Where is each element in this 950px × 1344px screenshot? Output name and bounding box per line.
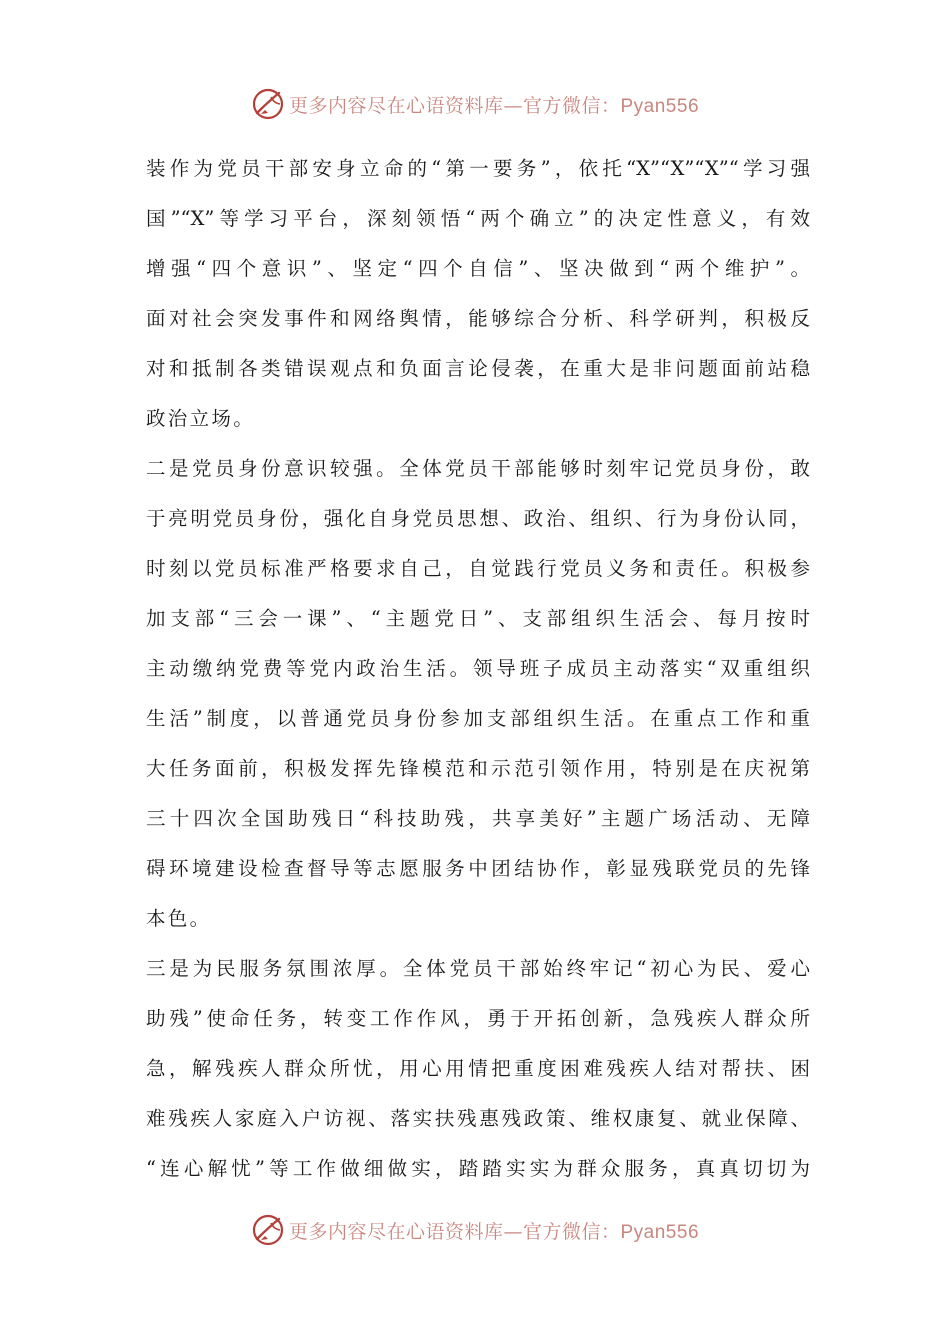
pen-logo-icon bbox=[251, 1213, 285, 1247]
text-line: 主动缴纳党费等党内政治生活。领导班子成员主动落实“双重组织 bbox=[146, 657, 810, 680]
text-line: 大任务面前，积极发挥先锋模范和示范引领作用，特别是在庆祝第 bbox=[146, 757, 810, 780]
text-line: 对和抵制各类错误观点和负面言论侵袭，在重大是非问题面前站稳 bbox=[146, 357, 810, 380]
text-line: 面对社会突发事件和网络舆情，能够综合分析、科学研判，积极反 bbox=[146, 307, 810, 330]
pen-logo-icon bbox=[251, 87, 285, 121]
text-line: 三十四次全国助残日“科技助残，共享美好”主题广场活动、无障 bbox=[146, 807, 810, 830]
text-line: 国”“X”等学习平台，深刻领悟“两个确立”的决定性意义，有效 bbox=[146, 207, 810, 230]
watermark-text bbox=[289, 91, 699, 118]
text-line: 增强“四个意识”、坚定“四个自信”、坚决做到“两个维护”。 bbox=[146, 257, 810, 280]
text-line: “连心解忧”等工作做细做实，踏踏实实为群众服务，真真切切为 bbox=[146, 1157, 810, 1180]
document-body bbox=[146, 144, 810, 1194]
text-line: 助残”使命任务，转变工作作风，勇于开拓创新，急残疾人群众所 bbox=[146, 1007, 810, 1030]
text-line: 二是党员身份意识较强。全体党员干部能够时刻牢记党员身份，敢 bbox=[146, 457, 810, 480]
text-line: 生活”制度，以普通党员身份参加支部组织生活。在重点工作和重 bbox=[146, 707, 810, 730]
watermark-text-en: Pyan556 bbox=[620, 1221, 700, 1243]
text-line: 难残疾人家庭入户访视、落实扶残惠残政策、维权康复、就业保障、 bbox=[146, 1107, 810, 1130]
watermark-text bbox=[289, 1217, 699, 1244]
text-line: 本色。 bbox=[146, 907, 212, 930]
header-watermark bbox=[0, 84, 950, 124]
text-line: 加支部“三会一课”、“主题党日”、支部组织生活会、每月按时 bbox=[146, 607, 810, 630]
text-line: 装作为党员干部安身立命的“第一要务”，依托“X”“X”“X”“学习强 bbox=[146, 157, 810, 180]
text-line: 三是为民服务氛围浓厚。全体党员干部始终牢记“初心为民、爱心 bbox=[146, 957, 810, 980]
footer-watermark bbox=[0, 1210, 950, 1250]
watermark-text-en: Pyan556 bbox=[620, 95, 700, 117]
text-line: 政治立场。 bbox=[146, 407, 256, 430]
text-line: 时刻以党员标准严格要求自己，自觉践行党员义务和责任。积极参 bbox=[146, 557, 810, 580]
watermark-text-cn: 更多内容尽在心语资料库—官方微信： bbox=[288, 94, 621, 117]
watermark-text-cn: 更多内容尽在心语资料库—官方微信： bbox=[288, 1220, 621, 1243]
text-line: 于亮明党员身份，强化自身党员思想、政治、组织、行为身份认同， bbox=[146, 507, 810, 530]
text-line: 碍环境建设检查督导等志愿服务中团结协作，彰显残联党员的先锋 bbox=[146, 857, 810, 880]
text-line: 急，解残疾人群众所忧，用心用情把重度困难残疾人结对帮扶、困 bbox=[146, 1057, 810, 1080]
